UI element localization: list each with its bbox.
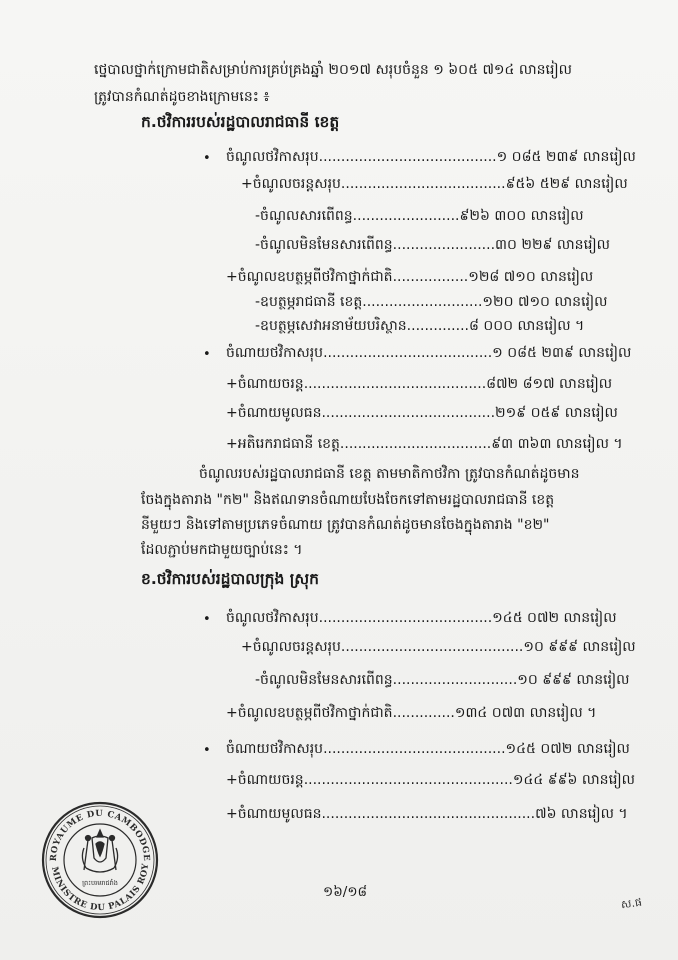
bullet-kha-expenditure: • [203, 743, 211, 758]
initials-signature: ស.ផ [620, 895, 643, 912]
bullet-ka-revenue: • [203, 151, 211, 166]
ka-paragraph-line-4: ដែលភ្ជាប់មកជាមួយច្បាប់នេះ ។ [141, 542, 303, 558]
ka-current-revenue: +ចំណូលចរន្តសរុប.....................................៩៥៦ ៥២៩ លានរៀល [241, 176, 628, 192]
royal-seal-stamp [40, 800, 160, 920]
ka-tax-revenue: -ចំណូលសារពើពន្ធ........................៩២៦ ៣០០ លានរៀល [255, 208, 584, 224]
ka-paragraph-line-2: ចែងក្នុងតារាង "ក២" និងឥណទានចំណាយបែងចែកទៅតាមរដ្ឋបាលរាជធានី ខេត្ត [141, 492, 555, 508]
kha-total-revenue: ចំណូលថវិកាសរុប.......................................១៤៥ ០៧២ លានរៀល [226, 610, 617, 626]
ka-sanitation-subsidy: -ឧបត្ថម្ភសេវាអនាម័យបរិស្ថាន..............៨ ០០០ លានរៀល ។ [255, 318, 585, 334]
section-kha-heading: ខ.ថវិការបស់រដ្ឋបាលក្រុង ស្រុក [141, 570, 319, 588]
ka-national-transfer: +ចំណូលឧបត្ថម្ភពីថវិកាថ្នាក់ជាតិ.................១២៨ ៧១០ លានរៀល [226, 269, 594, 285]
seal-outer-text-top: ROYAUME DU CAMBODGE [48, 808, 152, 862]
bullet-ka-expenditure: • [203, 347, 211, 362]
seal-inner-label: ព្រះបរមរាជវាំង [82, 879, 118, 887]
royal-crest-icon [40, 800, 160, 920]
ka-surplus: +អតិរេករាជធានី ខេត្ត..................................៩៣ ៣៦៣ លានរៀល ។ [226, 436, 623, 452]
bullet-kha-revenue: • [203, 612, 211, 627]
kha-current-revenue: +ចំណូលចរន្តសរុប.........................................១០ ៩៩៩ លានរៀល [241, 639, 636, 655]
kha-capital-expenditure: +ចំណាយមូលធន................................................៧៦ លានរៀល ។ [226, 806, 628, 822]
kha-non-tax-revenue: -ចំណូលមិនមែនសារពើពន្ធ............................១០ ៩៩៩ លានរៀល [255, 672, 630, 688]
ka-total-expenditure: ចំណាយថវិកាសរុប......................................១ ០៨៥ ២៣៩ លានរៀល [226, 345, 632, 361]
intro-line-2: ត្រូវបានកំណត់ដូចខាងក្រោមនេះ ៖ [94, 89, 270, 105]
ka-capital-province-subsidy: -ឧបត្ថម្ភរាជធានី ខេត្ត...........................១២០ ៧១០ លានរៀល [255, 294, 608, 310]
ka-paragraph-line-3: នីមួយៗ និងទៅតាមប្រភេទចំណាយ ត្រូវបានកំណត់ដូចមានចែងក្នុងតារាង "ខ២" [141, 517, 550, 533]
page-number: ១៦/១៨ [323, 884, 368, 900]
seal-outer-text-bottom: MINISTRE DU PALAIS ROY [49, 863, 152, 914]
ka-current-expenditure: +ចំណាយចរន្ត.........................................៨៧២ ៨១៧ លានរៀល [226, 376, 613, 392]
intro-line-1: ថ្នេបាលថ្នាក់ក្រោមជាតិសម្រាប់ការគ្រប់គ្រងឆ្នាំ ២០១៧ សរុបចំនួន ១ ៦០៥ ៧១៤ លានរៀល [94, 62, 572, 78]
kha-total-expenditure: ចំណាយថវិកាសរុប.........................................១៤៥ ០៧២ លានរៀល [226, 741, 630, 757]
section-ka-heading: ក.ថវិការរបស់រដ្ឋបាលរាជធានី ខេត្ត [141, 113, 340, 131]
kha-national-transfer: +ចំណូលឧបត្ថម្ភពីថវិកាថ្នាក់ជាតិ..............១៣៤ ០៧៣ លានរៀល ។ [226, 705, 597, 721]
ka-capital-expenditure: +ចំណាយមូលធន.......................................២១៩ ០៥៩ លានរៀល [226, 405, 618, 421]
kha-current-expenditure: +ចំណាយចរន្ត...............................................១៤៤ ៩៩៦ លានរៀល [226, 772, 635, 788]
ka-non-tax-revenue: -ចំណូលមិនមែនសារពើពន្ធ.......................៣០ ២២៩ លានរៀល [255, 237, 610, 253]
ka-paragraph-line-1: ចំណូលរបស់រដ្ឋបាលរាជធានី ខេត្ត តាមមាតិកាថវិកា ត្រូវបានកំណត់ដូចមាន [199, 466, 580, 482]
ka-total-revenue: ចំណូលថវិកាសរុប........................................១ ០៨៥ ២៣៩ លានរៀល [226, 149, 636, 165]
